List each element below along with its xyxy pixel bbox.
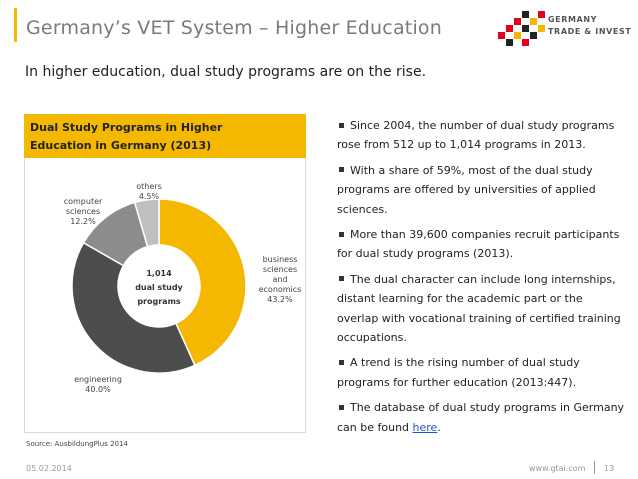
bullet-text: A trend is the rising number of dual study programs for further education (2013:447). [337, 356, 580, 389]
slice-others-label [136, 182, 161, 201]
label-line: 40.0% [85, 385, 111, 394]
label-line: 4.5% [138, 192, 160, 201]
label-line: sciences [262, 265, 298, 274]
center-label-line: 1,014 [146, 269, 172, 278]
logo-text-germany: GERMANY [548, 15, 598, 24]
title-accent-bar [14, 8, 17, 42]
logo-text-trade-invest: TRADE & INVEST [548, 27, 632, 36]
slice-engineering-label [74, 375, 122, 394]
label-line: 12.2% [70, 217, 96, 226]
bullet-square-icon [339, 123, 344, 128]
bullet-text: The dual character can include long internships, distant learning for the academic part or the overlap with vocational training of certified training occupations. [337, 272, 621, 345]
flag-checker-icon [498, 11, 545, 46]
center-label-line: dual study [135, 283, 183, 292]
footer-date: 05.02.2014 [26, 464, 72, 473]
bullet-list [337, 116, 627, 443]
bullet-square-icon [339, 276, 344, 281]
source-note: Source: AusbildungPlus 2014 [26, 440, 128, 448]
bullet-text: Since 2004, the number of dual study programs rose from 512 up to 1,014 programs in 2013. [337, 119, 615, 152]
bullet-square-icon [339, 232, 344, 237]
bullet-item [337, 353, 627, 392]
label-line: sciences [65, 207, 101, 216]
center-label-line: programs [137, 297, 181, 306]
donut-chart [24, 158, 306, 433]
label-line: economics [258, 285, 302, 294]
label-line: 43.2% [267, 295, 293, 304]
bullet-square-icon [339, 360, 344, 365]
slice-business-label [259, 255, 302, 304]
slide-subtitle: In higher education, dual study programs are on the rise. [25, 64, 427, 80]
label-line: business [262, 255, 298, 264]
bullet-text: The database of dual study programs in Germany can be found [337, 401, 625, 434]
bullet-item [337, 116, 627, 155]
page-title: Germany’s VET System – Higher Education [26, 17, 442, 39]
footer-url[interactable]: www.gtai.com [529, 464, 586, 473]
footer-separator [594, 461, 595, 474]
bullet-item [337, 161, 627, 219]
database-link[interactable]: here [412, 420, 438, 434]
label-line: engineering [74, 375, 122, 384]
chart-box-title-line1: Dual Study Programs in Higher [30, 121, 223, 134]
bullet-item [337, 398, 627, 437]
bullet-item [337, 270, 627, 348]
chart-box-header [24, 114, 306, 158]
bullet-item [337, 225, 627, 264]
bullet-square-icon [339, 167, 344, 172]
page-number: 13 [604, 464, 615, 473]
bullet-text: More than 39,600 companies recruit participants for dual study programs (2013). [337, 228, 620, 261]
label-line: computer [63, 197, 103, 206]
bullet-square-icon [339, 405, 344, 410]
bullet-text-end: . [437, 420, 441, 434]
label-line: and [272, 275, 288, 284]
bullet-text: With a share of 59%, most of the dual study programs are offered by universities of applied sciences. [337, 163, 596, 216]
chart-box-title-line2: Education in Germany (2013) [30, 139, 212, 152]
label-line: others [136, 182, 162, 191]
slice-computer-sciences-label [64, 197, 103, 226]
